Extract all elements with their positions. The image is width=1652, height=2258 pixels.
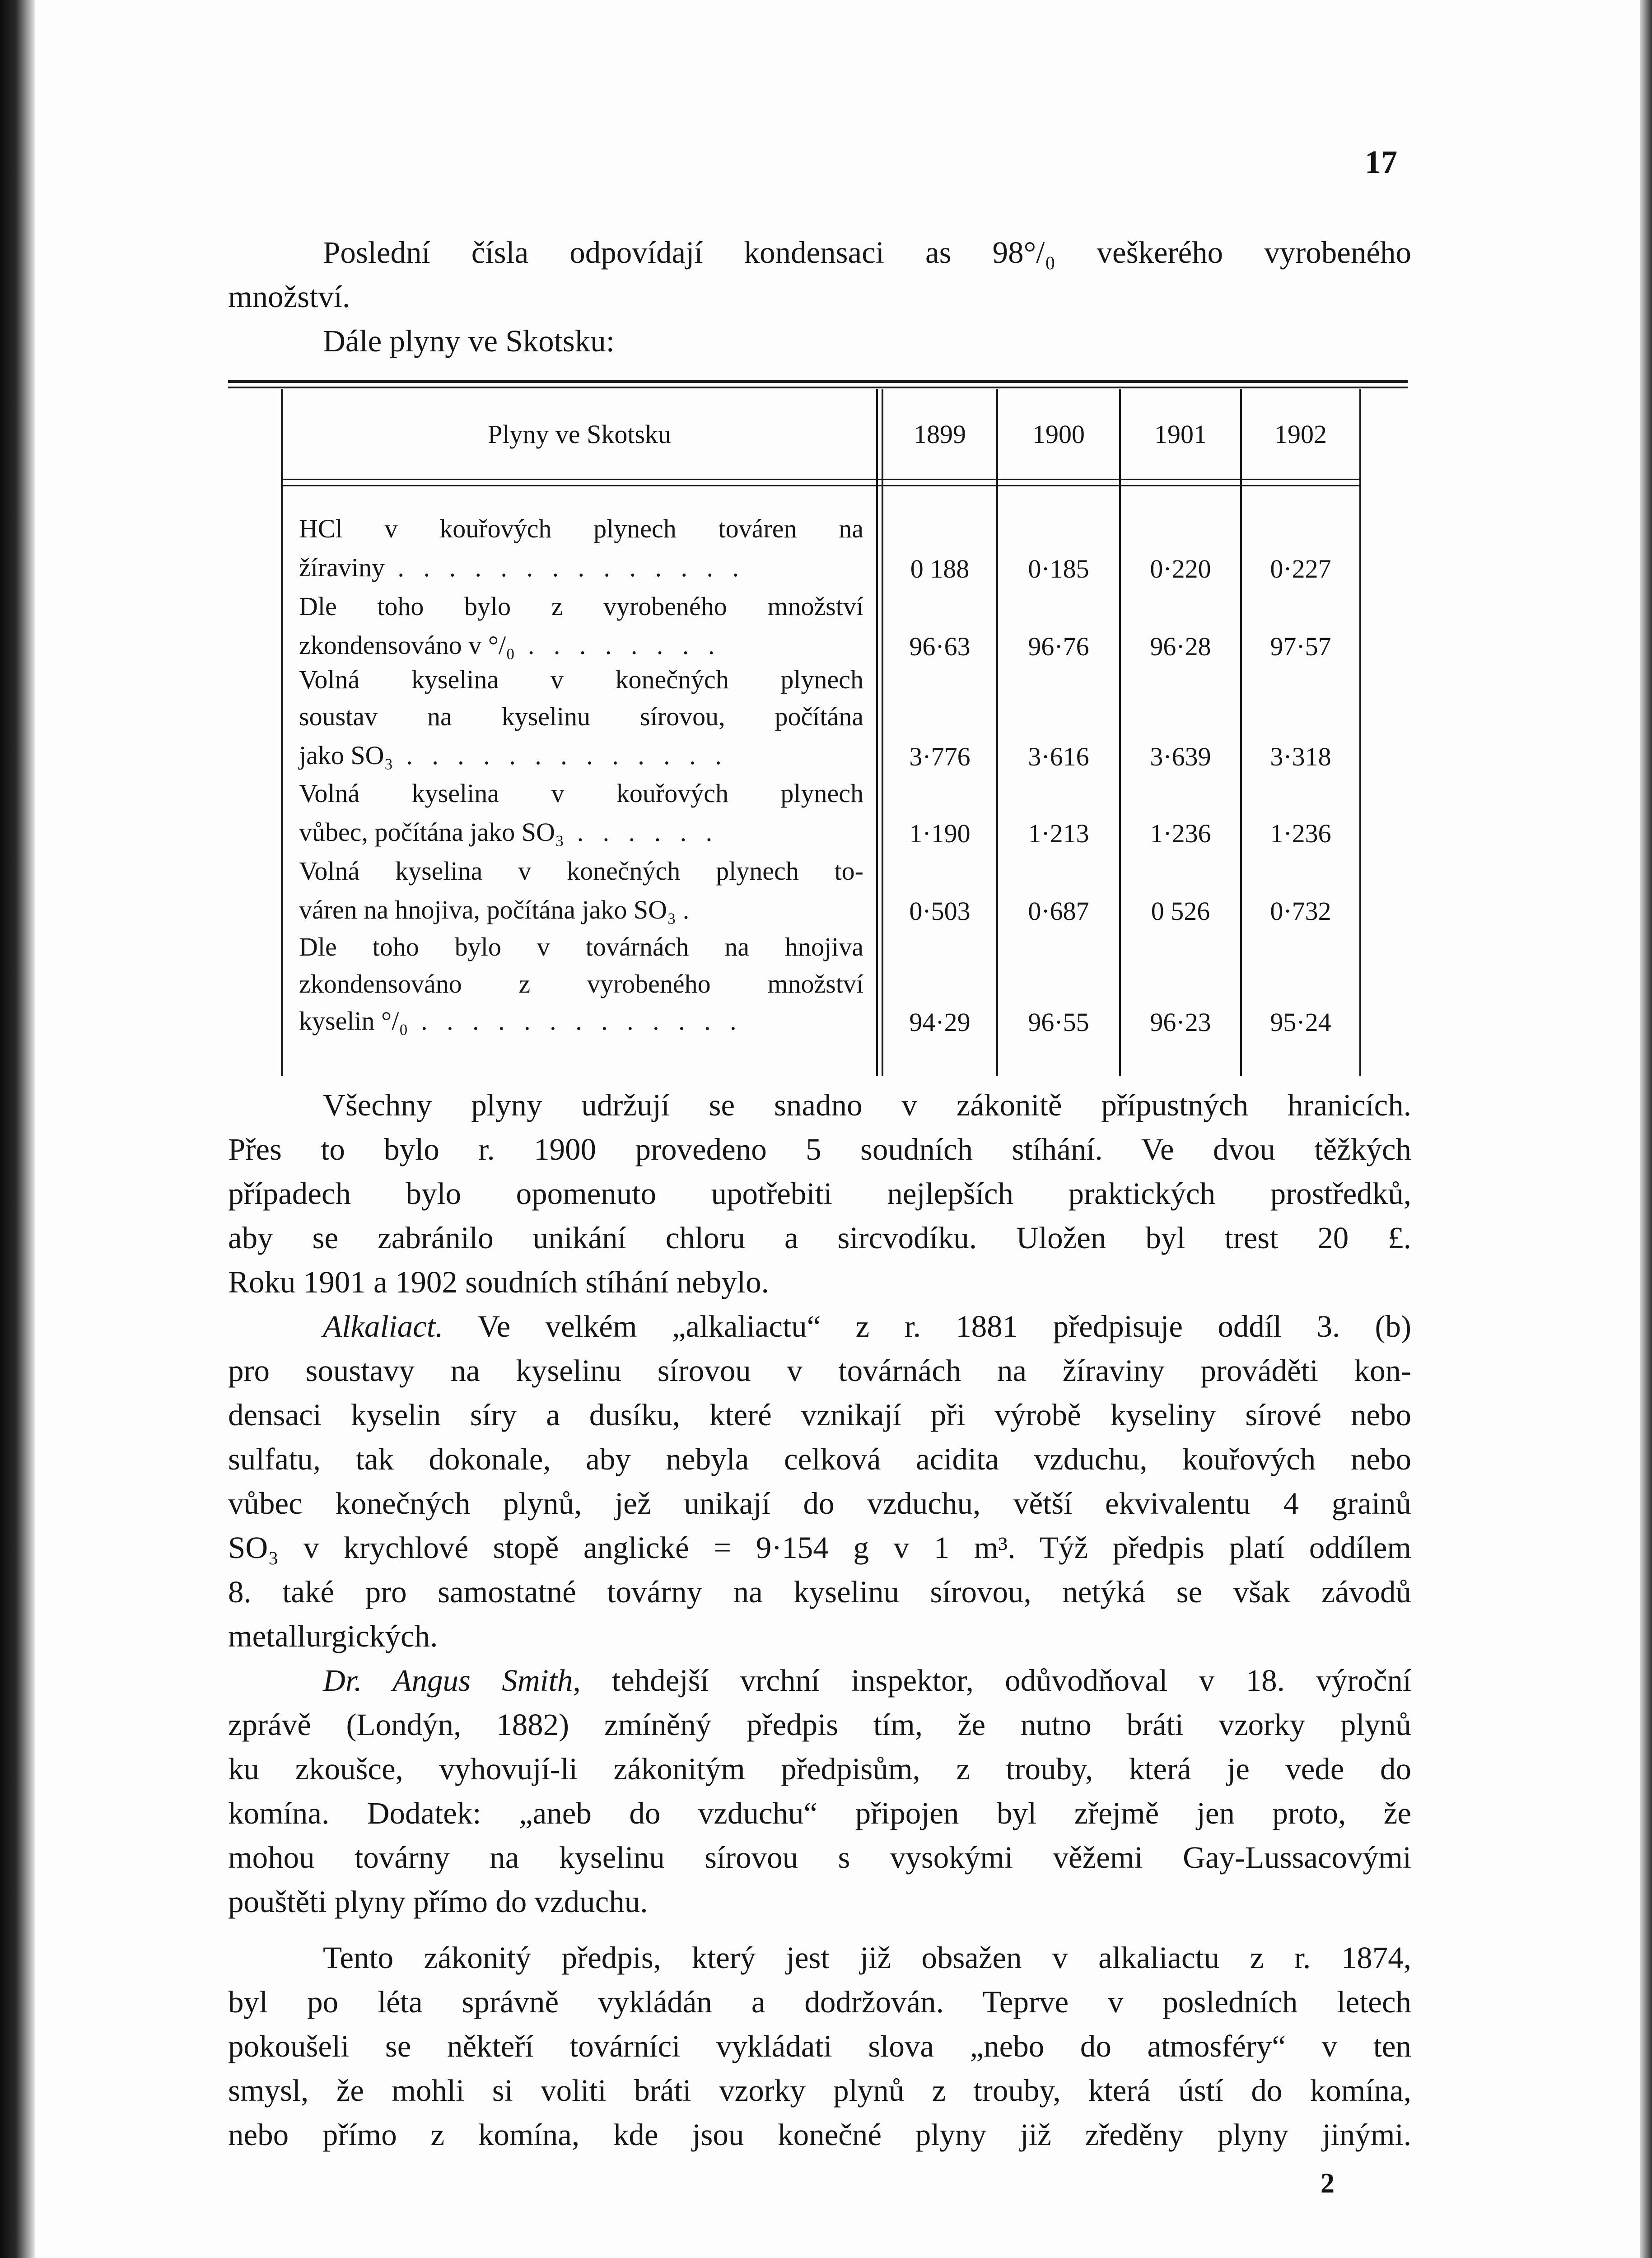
intro-line-2: množství.: [228, 280, 350, 314]
intro-line-3: Dále plyny ve Skotsku:: [323, 324, 615, 358]
text-line: Dr. Angus Smith, tehdejší vrchní inspektor, odůvodňoval v 18. výroční: [323, 1663, 1411, 1698]
scan-edge-right: [1640, 0, 1652, 2258]
cell-1902: 3·318: [1270, 742, 1331, 771]
table-vline-label-2: [882, 389, 883, 1076]
text-line: Všechny plyny udržují se snadno v zákonitě přípustných hranicích.: [323, 1088, 1411, 1122]
row-label-line: váren na hnojiva, počítána jako SO₃ .: [299, 895, 690, 924]
cell-1900: 96·55: [1028, 1008, 1089, 1037]
cell-1902: 97·57: [1270, 632, 1331, 661]
text-line: sulfatu, tak dokonale, aby nebyla celková acidita vzduchu, kouřových nebo: [228, 1442, 1411, 1476]
table-header-label: Plyny ve Skotsku: [487, 420, 672, 449]
table-vline-1900: [1119, 389, 1121, 1076]
leader-dots: . . . . . . . .: [515, 630, 721, 660]
table-header-rule-1: [281, 479, 1361, 480]
text-line: komína. Dodatek: „aneb do vzduchu“ připojen byl zřejmě jen proto, že: [228, 1796, 1411, 1830]
text-line: byl po léta správně vykládán a dodržován. Teprve v posledních letech: [228, 1985, 1411, 2019]
cell-1901: 96·23: [1150, 1008, 1211, 1037]
cell-1900: 0·185: [1028, 554, 1089, 583]
cell-1899: 3·776: [909, 742, 971, 771]
text-line: Roku 1901 a 1902 soudních stíhání nebylo.: [228, 1265, 769, 1299]
text-line: aby se zabránilo unikání chloru a sircvodíku. Uložen byl trest 20 £.: [228, 1221, 1411, 1255]
cell-1900: 3·616: [1028, 742, 1089, 771]
cell-1900: 1·213: [1028, 819, 1089, 848]
text-line: vůbec konečných plynů, jež unikají do vzduchu, větší ekvivalentu 4 grainů: [228, 1486, 1411, 1521]
text-line: zprávě (Londýn, 1882) zmíněný předpis tím, že nutno bráti vzorky plynů: [228, 1707, 1411, 1742]
table-top-rule-2: [228, 387, 1408, 388]
cell-1899: 94·29: [909, 1008, 971, 1037]
cell-1901: 0·220: [1150, 554, 1211, 583]
cell-1902: 0·732: [1270, 896, 1331, 926]
table-vline-1901: [1240, 389, 1242, 1076]
row-label-line: HCl v kouřových plynech továren na: [299, 514, 863, 543]
table-vline-label-1: [876, 389, 878, 1076]
cell-1902: 0·227: [1270, 554, 1331, 583]
row-label-line: Volná kyselina v kouřových plynech: [299, 779, 863, 808]
text-line: 8. také pro samostatné továrny na kyselinu sírovou, netýká se však závodů: [228, 1575, 1411, 1609]
leader-dots: . . . . . . . . . . . . . .: [385, 553, 746, 582]
cell-1899: 1·190: [909, 819, 971, 848]
cell-1901: 0 526: [1151, 896, 1210, 926]
cell-1901: 3·639: [1150, 742, 1211, 771]
table-vline-right: [1359, 389, 1361, 1076]
row-label-line: Volná kyselina v konečných plynech to-: [299, 856, 863, 886]
author-name: Dr. Angus Smith,: [323, 1663, 581, 1698]
row-label-line: zkondensováno v °/₀ . . . . . . . .: [299, 630, 721, 660]
text-line: metallurgických.: [228, 1619, 438, 1653]
cell-1899: 0 188: [910, 554, 970, 583]
text-line: mohou továrny na kyselinu sírovou s vysokými věžemi Gay-Lussacovými: [228, 1840, 1411, 1875]
cell-1902: 95·24: [1270, 1008, 1331, 1037]
cell-1901: 96·28: [1150, 632, 1211, 661]
text-line: densaci kyselin síry a dusíku, které vznikají při výrobě kyseliny sírové nebo: [228, 1398, 1411, 1432]
row-label-line: zkondensováno z vyrobeného množství: [299, 969, 863, 998]
text-line: Tento zákonitý předpis, který jest již obsažen v alkaliactu z r. 1874,: [323, 1941, 1411, 1975]
text-line: nebo přímo z komína, kde jsou konečné plyny již zředěny plyny jinými.: [228, 2118, 1411, 2152]
cell-1900: 96·76: [1028, 632, 1089, 661]
text-line: případech bylo opomenuto upotřebiti nejlepších praktických prostředků,: [228, 1176, 1411, 1211]
text-line: Přes to bylo r. 1900 provedeno 5 soudních stíhání. Ve dvou těžkých: [228, 1132, 1411, 1166]
cell-1899: 0·503: [909, 896, 971, 926]
text-line: ku zkoušce, vyhovují-li zákonitým předpisům, z trouby, která je vede do: [228, 1752, 1411, 1786]
alkaliact-title: Alkaliact.: [323, 1309, 443, 1344]
text-line: pokoušeli se někteří továrníci vykládati slova „nebo do atmosféry“ v ten: [228, 2029, 1411, 2063]
cell-1901: 1·236: [1150, 819, 1211, 848]
text-line: pro soustavy na kyselinu sírovou v továrnách na žíraviny prováděti kon-: [228, 1353, 1411, 1388]
leader-dots: . . . . . . . . . . . . .: [408, 1006, 743, 1036]
row-label-line: vůbec, počítána jako SO₃ . . . . . .: [299, 817, 719, 847]
table-vline-1899: [996, 389, 998, 1076]
row-label-line: jako SO₃ . . . . . . . . . . . . .: [299, 741, 728, 770]
text-line: pouštěti plyny přímo do vzduchu.: [228, 1885, 648, 1919]
page-number: 17: [1365, 144, 1397, 180]
leader-dots: . . . . . .: [564, 817, 719, 847]
sheet-signature: 2: [1321, 2168, 1335, 2199]
scan-edge-left: [0, 0, 35, 2258]
table-vline-left: [281, 389, 283, 1076]
cell-1899: 96·63: [909, 632, 971, 661]
intro-line-1: Poslední čísla odpovídají kondensaci as 98°/₀ veškerého vyrobeného: [323, 235, 1411, 270]
cell-1900: 0·687: [1028, 896, 1089, 926]
row-label-line: Volná kyselina v konečných plynech: [299, 665, 863, 694]
row-label-line: Dle toho bylo z vyrobeného množství: [299, 592, 863, 621]
table-header-1901: 1901: [1154, 420, 1207, 449]
row-label-line: žíraviny . . . . . . . . . . . . . .: [299, 553, 746, 582]
leader-dots: . . . . . . . . . . . . .: [393, 741, 728, 770]
table-header-rule-2: [281, 485, 1361, 486]
cell-1902: 1·236: [1270, 819, 1331, 848]
table-header-1899: 1899: [914, 420, 966, 449]
table-header-1902: 1902: [1274, 420, 1327, 449]
row-label-line: Dle toho bylo v továrnách na hnojiva: [299, 932, 863, 961]
text-line: SO₃ v krychlové stopě anglické = 9·154 g v 1 m³. Týž předpis platí oddílem: [228, 1530, 1411, 1565]
row-label-line: kyselin °/₀ . . . . . . . . . . . . .: [299, 1006, 743, 1036]
table-top-rule-1: [228, 380, 1408, 383]
text-line: Alkaliact. Ve velkém „alkaliactu“ z r. 1881 předpisuje oddíl 3. (b): [323, 1309, 1411, 1344]
table-header-1900: 1900: [1032, 420, 1085, 449]
row-label-line: soustav na kyselinu sírovou, počítána: [299, 702, 863, 731]
text-line: smysl, že mohli si voliti bráti vzorky plynů z trouby, která ústí do komína,: [228, 2073, 1411, 2108]
